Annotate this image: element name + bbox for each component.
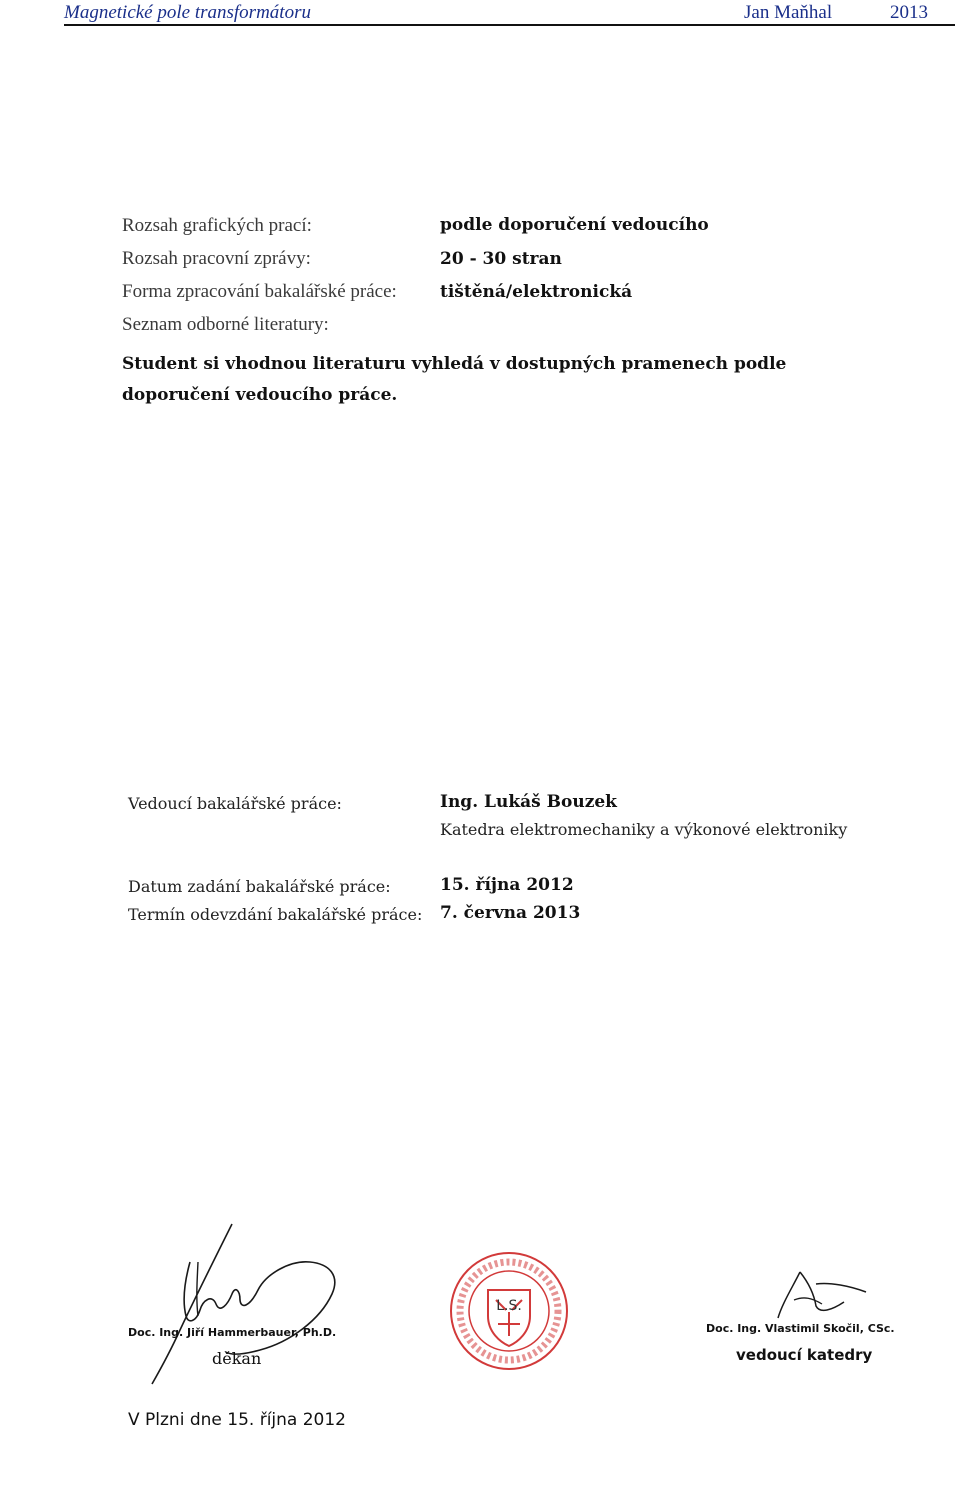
running-header-title: Magnetické pole transformátoru <box>64 2 311 23</box>
stamp-ls-text: L.S. <box>496 1298 522 1314</box>
supervisor-department: Katedra elektromechaniky a výkonové elektroniky <box>440 820 848 839</box>
supervisor-name: Ing. Lukáš Bouzek <box>440 792 617 812</box>
place-and-date: V Plzni dne 15. října 2012 <box>128 1410 346 1430</box>
head-signature <box>770 1262 870 1322</box>
faculty-stamp <box>448 1250 570 1372</box>
dean-role: děkan <box>212 1349 262 1368</box>
report-scope-label: Rozsah pracovní zprávy: <box>122 248 311 269</box>
running-header-author: Jan Maňhal <box>744 2 833 23</box>
head-role: vedoucí katedry <box>736 1346 873 1364</box>
due-date-value: 7. června 2013 <box>440 903 581 923</box>
literature-text-line1: Student si vhodnou literaturu vyhledá v dostupných pramenech podle <box>122 354 787 374</box>
literature-text-line2: doporučení vedoucího práce. <box>122 385 398 405</box>
graphics-scope-label: Rozsah grafických prací: <box>122 215 312 236</box>
running-header-year: 2013 <box>890 2 928 23</box>
due-date-label: Termín odevzdání bakalářské práce: <box>128 905 423 924</box>
form-value: tištěná/elektronická <box>440 282 633 302</box>
assigned-date-label: Datum zadání bakalářské práce: <box>128 877 391 896</box>
report-scope-value: 20 - 30 stran <box>440 249 562 269</box>
form-label: Forma zpracování bakalářské práce: <box>122 281 397 302</box>
graphics-scope-value: podle doporučení vedoucího <box>440 215 709 235</box>
assigned-date-value: 15. října 2012 <box>440 875 574 895</box>
head-name: Doc. Ing. Vlastimil Skočil, CSc. <box>706 1322 895 1335</box>
header-rule <box>64 24 955 26</box>
dean-name: Doc. Ing. Jiří Hammerbauer, Ph.D. <box>128 1326 337 1339</box>
literature-label: Seznam odborné literatury: <box>122 314 329 335</box>
supervisor-label: Vedoucí bakalářské práce: <box>128 794 342 813</box>
